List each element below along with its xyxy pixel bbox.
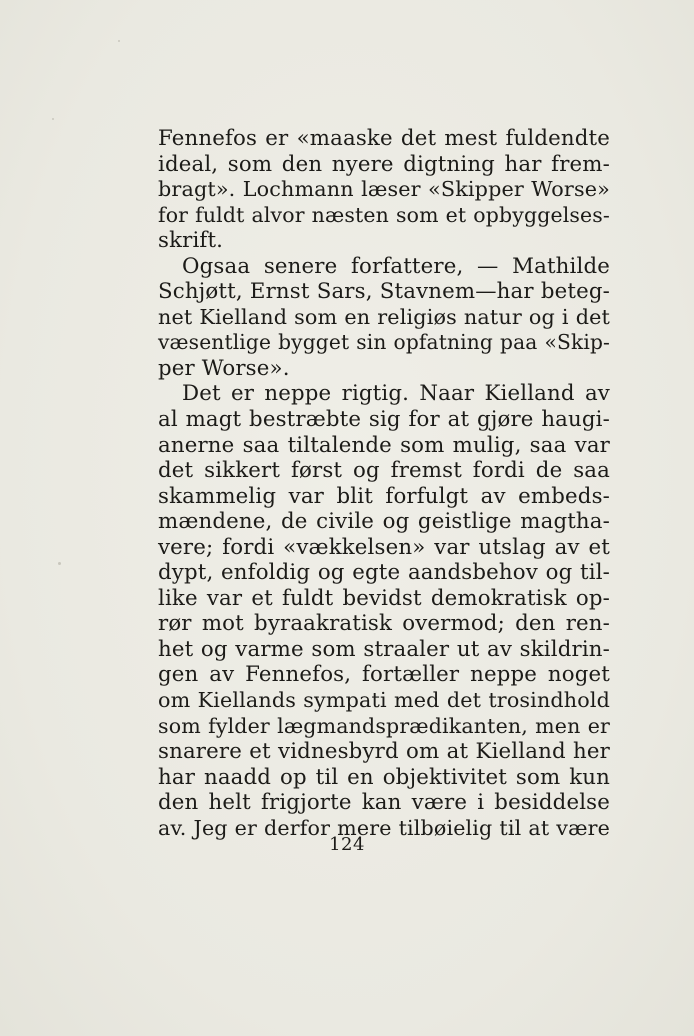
text-line: gen av Fennefos, fortæller neppe noget (158, 662, 610, 688)
text-line: det sikkert først og fremst fordi de saa (158, 458, 610, 484)
text-line: het og varme som straaler ut av skildrin- (158, 636, 610, 662)
text-line: Ogsaa senere forfattere, — Mathilde (182, 253, 610, 279)
paper-speck (58, 562, 61, 565)
text-line: dypt, enfoldig og egte aandsbehov og til- (158, 560, 610, 586)
text-line: skammelig var blit forfulgt av embeds- (158, 483, 610, 509)
text-line: for fuldt alvor næsten som et opbyggelses- (158, 202, 610, 227)
text-line: bragt». Lochmann læser «Skipper Worse» (158, 177, 610, 202)
text-line: snarere et vidnesbyrd om at Kielland her (158, 739, 610, 765)
text-line: om Kiellands sympati med det trosindhold (158, 688, 610, 713)
page-number: 124 (329, 834, 365, 855)
text-line: Schjøtt, Ernst Sars, Stavnem—har beteg- (158, 279, 610, 305)
text-line: væsentlige bygget sin opfatning paa «Skip- (158, 330, 610, 355)
text-line: al magt bestræbte sig for at gjøre haugi- (158, 407, 610, 433)
text-line: net Kielland som en religiøs natur og i det (158, 304, 610, 329)
text-line: den helt frigjorte kan være i besiddelse (158, 790, 610, 816)
text-line: mændene, de civile og geistlige magtha- (158, 509, 610, 535)
text-line: like var et fuldt bevidst demokratisk op- (158, 585, 610, 611)
text-line: som fylder lægmandsprædikanten, men er (158, 713, 610, 738)
text-line: skrift. (158, 228, 224, 254)
paper-speck (118, 40, 120, 42)
text-line: rør mot byraakratisk overmod; den ren- (158, 611, 610, 637)
text-line: Det er neppe rigtig. Naar Kielland av (182, 381, 610, 407)
text-line: anerne saa tiltalende som mulig, saa var (158, 432, 610, 458)
text-line: per Worse». (158, 355, 290, 381)
text-line: Fennefos er «maaske det mest fuldendte (158, 126, 610, 151)
body-text (158, 126, 610, 841)
text-line: ideal, som den nyere digtning har frem- (158, 151, 610, 177)
text-line: vere; fordi «vækkelsen» var utslag av et (158, 534, 610, 560)
text-line: av. Jeg er derfor mere tilbøielig til at være (158, 815, 610, 840)
paper-speck (52, 118, 54, 120)
text-line: har naadd op til en objektivitet som kun (158, 764, 610, 790)
